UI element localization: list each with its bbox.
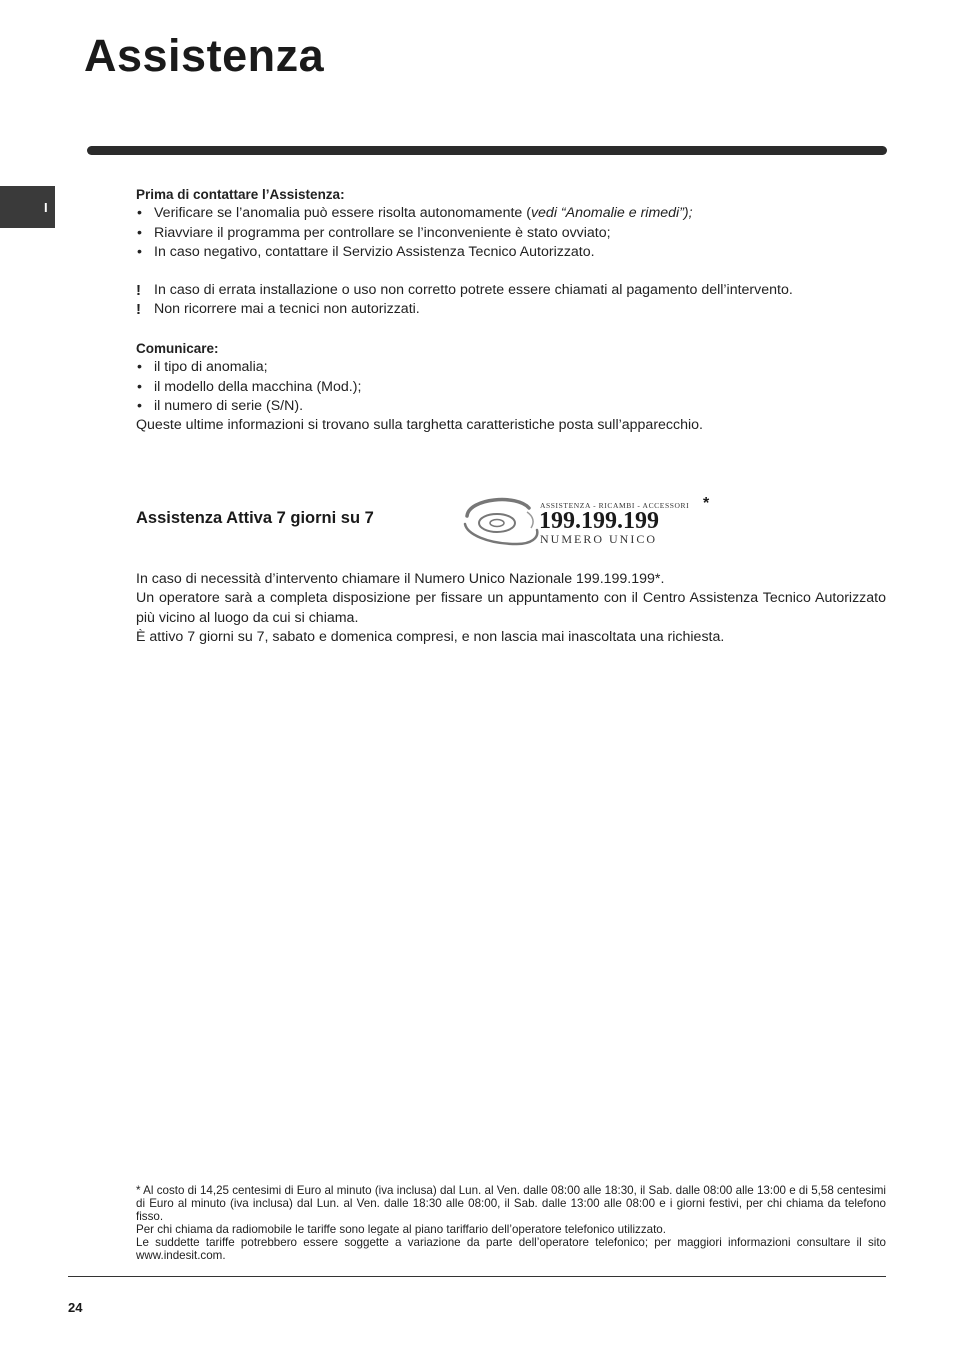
list-item: • Riavviare il programma per controllare se l’inconveniente è stato ovviato; <box>136 224 886 243</box>
logo-top-text: ASSISTENZA - RICAMBI - ACCESSORI <box>540 501 690 510</box>
anomalies-reference: vedi “Anomalie e rimedi”); <box>530 205 693 222</box>
logo-asterisk: * <box>703 495 710 512</box>
footnote-mobile: Per chi chiama da radiomobile le tariffe sono legate al piano tariffario dell’operatore telefonico utilizzato. <box>136 1223 666 1236</box>
list-item: • il numero di serie (S/N). <box>136 397 886 416</box>
communicate-section <box>136 339 886 435</box>
logo-bottom-text: NUMERO UNICO <box>540 532 657 546</box>
title-divider <box>87 146 887 155</box>
warning-icon: ! <box>136 282 141 299</box>
active-service-paragraph: È attivo 7 giorni su 7, sabato e domenica compresi, e non lascia mai inascoltata una richiesta. <box>136 628 725 645</box>
page-title: Assistenza <box>84 30 325 81</box>
communicate-note: Queste ultime informazioni si trovano sulla targhetta caratteristiche posta sull’apparecchio. <box>136 417 703 434</box>
before-contact-section <box>136 185 886 262</box>
active-service-paragraph: In caso di necessità d’intervento chiamare il Numero Unico Nazionale 199.199.199*. <box>136 571 665 587</box>
warning-text: In caso di errata installazione o uso non corretto potrete essere chiamati al pagamento dell’intervento. <box>154 282 793 298</box>
list-item: • In caso negativo, contattare il Servizio Assistenza Tecnico Autorizzato. <box>136 243 886 262</box>
active-service-paragraph: Un operatore sarà a completa disposizione per fissare un appuntamento con il Centro Assistenza Tecnico Autorizzato più vicino al luogo da cui si chiama. <box>136 590 886 626</box>
footnote <box>136 1184 886 1262</box>
active-service-body <box>136 570 886 647</box>
logo-number: 199.199.199 <box>539 508 659 534</box>
language-tab <box>0 186 55 228</box>
page-number: 24 <box>68 1300 83 1315</box>
list-item <box>136 204 886 223</box>
footnote-rates: * Al costo di 14,25 centesimi di Euro al minuto (iva inclusa) dal Lun. al Ven. dalle 08:00 alle 18:30, il Sab. dalle 08:00 alle 13:00 e di 5,58 centesimi di Euro al minuto (iva inclusa) dal Lun. al Ven. dalle 18:30 alle 08:00, il Sab. dalle 13:00 alle 08:00 e i giorni festivi, per chi chiama da telefono fisso. <box>136 1184 886 1223</box>
warning-icon: ! <box>136 301 141 319</box>
list-item-text: Verificare se l’anomalia può essere risolta autonomamente ( <box>154 205 531 222</box>
list-item: • il modello della macchina (Mod.); <box>136 378 886 397</box>
active-service-heading: Assistenza Attiva 7 giorni su 7 <box>136 509 374 527</box>
telephone-icon <box>465 500 537 544</box>
footer-divider <box>68 1276 886 1277</box>
before-contact-heading: Prima di contattare l’Assistenza: <box>136 187 345 202</box>
warning-item <box>136 300 886 319</box>
warnings-section <box>136 281 886 320</box>
list-item: • il tipo di anomalia; <box>136 358 886 377</box>
footnote-variation: Le suddette tariffe potrebbero essere soggette a variazione da parte dell’operatore telefonico; per maggiori informazioni consultare il sito www.indesit.com. <box>136 1236 886 1262</box>
numero-unico-logo <box>457 494 717 550</box>
communicate-heading: Comunicare: <box>136 341 219 356</box>
language-tab-label: I <box>44 200 48 215</box>
warning-text: Non ricorrere mai a tecnici non autorizzati. <box>154 301 420 318</box>
warning-item <box>136 281 886 300</box>
